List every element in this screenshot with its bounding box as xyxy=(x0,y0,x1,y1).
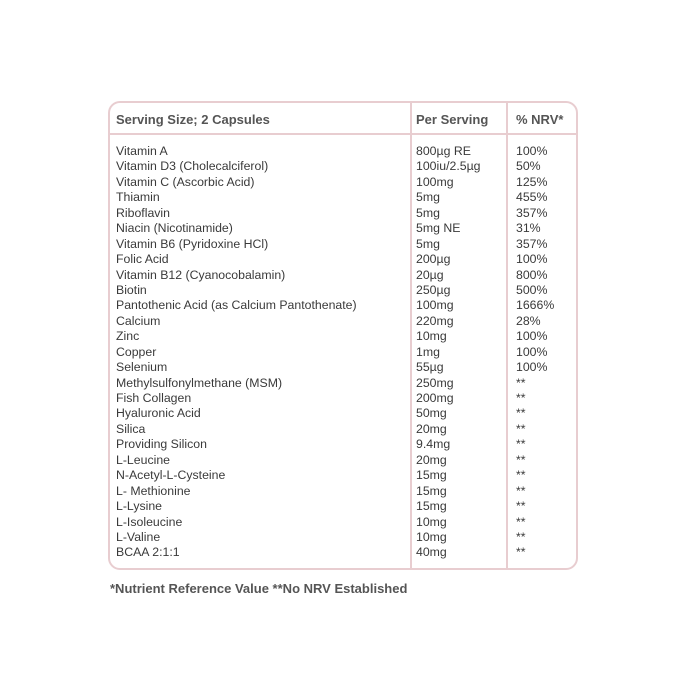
nutrient-amount: 20mg xyxy=(416,452,447,467)
nutrient-name: Selenium xyxy=(116,360,168,375)
nutrient-nrv: ** xyxy=(516,406,526,421)
table-row xyxy=(110,345,576,360)
nutrient-name: Folic Acid xyxy=(116,252,169,267)
nutrient-amount: 100iu/2.5µg xyxy=(416,159,481,174)
nutrient-name: Copper xyxy=(116,344,157,359)
nutrient-nrv: 500% xyxy=(516,282,548,297)
nutrient-nrv: ** xyxy=(516,468,526,483)
table-row xyxy=(110,391,576,406)
nutrient-name: Vitamin B12 (Cyanocobalamin) xyxy=(116,267,286,282)
nutrient-name: Calcium xyxy=(116,313,161,328)
header-divider xyxy=(110,133,576,135)
nutrition-table xyxy=(108,101,578,570)
nutrient-amount: 10mg xyxy=(416,329,447,344)
table-row xyxy=(110,268,576,283)
table-row xyxy=(110,190,576,205)
table-row xyxy=(110,422,576,437)
nutrient-name: Fish Collagen xyxy=(116,391,192,405)
nutrient-nrv: 100% xyxy=(516,360,548,375)
nutrient-name: Silica xyxy=(116,421,146,436)
table-row xyxy=(110,283,576,298)
nutrient-nrv: 800% xyxy=(516,267,548,282)
nutrient-name: N-Acetyl-L-Cysteine xyxy=(116,468,226,483)
nutrient-name: Providing Silicon xyxy=(116,437,207,452)
header-serving-size: Serving Size; 2 Capsules xyxy=(116,112,270,127)
nutrient-amount: 800µg RE xyxy=(416,144,471,158)
nutrient-name: Vitamin C (Ascorbic Acid) xyxy=(116,174,255,189)
nutrient-name: Riboflavin xyxy=(116,205,170,220)
nutrient-nrv: 100% xyxy=(516,329,548,344)
nutrient-amount: 5mg xyxy=(416,236,440,251)
table-row xyxy=(110,515,576,530)
nutrient-name: L- Methionine xyxy=(116,483,191,498)
nutrient-amount: 5mg xyxy=(416,205,440,220)
table-row xyxy=(110,314,576,329)
table-row xyxy=(110,329,576,344)
nutrient-list xyxy=(110,144,576,561)
nutrient-name: Vitamin B6 (Pyridoxine HCl) xyxy=(116,236,269,251)
table-row xyxy=(110,360,576,375)
nutrient-amount: 5mg xyxy=(416,190,440,205)
nutrient-nrv: 100% xyxy=(516,144,548,158)
nutrient-nrv: ** xyxy=(516,514,526,529)
table-row xyxy=(110,252,576,267)
nutrient-nrv: ** xyxy=(516,421,526,436)
nutrient-amount: 40mg xyxy=(416,545,447,560)
nutrient-nrv: 100% xyxy=(516,252,548,267)
nutrient-amount: 10mg xyxy=(416,514,447,529)
nutrient-nrv: ** xyxy=(516,452,526,467)
table-row xyxy=(110,221,576,236)
header-nrv: % NRV* xyxy=(516,112,564,127)
nutrient-name: L-Leucine xyxy=(116,452,171,467)
nutrient-nrv: 50% xyxy=(516,159,541,174)
nutrient-name: Zinc xyxy=(116,329,140,344)
nutrient-name: L-Lysine xyxy=(116,499,163,514)
table-row xyxy=(110,237,576,252)
nutrient-nrv: ** xyxy=(516,499,526,514)
table-row xyxy=(110,175,576,190)
table-row xyxy=(110,499,576,514)
nutrient-amount: 220mg xyxy=(416,313,454,328)
nutrient-amount: 20µg xyxy=(416,267,444,282)
nutrient-amount: 250µg xyxy=(416,282,451,297)
nutrient-name: Niacin (Nicotinamide) xyxy=(116,221,233,236)
nutrient-nrv: 357% xyxy=(516,205,548,220)
table-row xyxy=(110,159,576,174)
nutrient-nrv: 100% xyxy=(516,344,548,359)
table-row xyxy=(110,298,576,313)
nutrient-name: Biotin xyxy=(116,282,147,297)
table-row xyxy=(110,545,576,560)
table-row xyxy=(110,406,576,421)
nutrient-name: L-Valine xyxy=(116,529,161,544)
nutrient-amount: 20mg xyxy=(416,421,447,436)
nutrient-name: L-Isoleucine xyxy=(116,514,183,529)
nutrient-amount: 15mg xyxy=(416,468,447,483)
nutrient-nrv: ** xyxy=(516,391,526,405)
nutrient-amount: 1mg xyxy=(416,344,440,359)
nutrient-name: Vitamin D3 (Cholecalciferol) xyxy=(116,159,269,174)
table-row xyxy=(110,530,576,545)
nutrient-nrv: ** xyxy=(516,437,526,452)
table-row xyxy=(110,484,576,499)
nutrient-nrv: 31% xyxy=(516,221,541,236)
nutrient-nrv: 28% xyxy=(516,313,541,328)
nutrient-name: Vitamin A xyxy=(116,144,168,158)
nutrient-amount: 55µg xyxy=(416,360,444,375)
nutrient-amount: 10mg xyxy=(416,529,447,544)
nutrient-amount: 5mg NE xyxy=(416,221,461,236)
header-per-serving: Per Serving xyxy=(416,112,489,127)
nutrient-name: Hyaluronic Acid xyxy=(116,406,201,421)
nutrient-name: Methylsulfonylmethane (MSM) xyxy=(116,375,283,390)
nutrient-nrv: 1666% xyxy=(516,298,555,313)
nutrient-amount: 200mg xyxy=(416,391,454,405)
nutrient-amount: 200µg xyxy=(416,252,451,267)
nutrient-name: Thiamin xyxy=(116,190,160,205)
nutrient-nrv: ** xyxy=(516,483,526,498)
nutrient-nrv: 125% xyxy=(516,174,548,189)
nutrient-nrv: 357% xyxy=(516,236,548,251)
nutrient-amount: 15mg xyxy=(416,499,447,514)
nutrient-nrv: 455% xyxy=(516,190,548,205)
table-row xyxy=(110,468,576,483)
table-row xyxy=(110,437,576,452)
table-row xyxy=(110,453,576,468)
nutrient-amount: 15mg xyxy=(416,483,447,498)
nutrient-amount: 50mg xyxy=(416,406,447,421)
nutrient-amount: 100mg xyxy=(416,174,454,189)
footnote: *Nutrient Reference Value **No NRV Established xyxy=(110,581,408,596)
table-row xyxy=(110,376,576,391)
nutrient-nrv: ** xyxy=(516,529,526,544)
nutrient-amount: 9.4mg xyxy=(416,437,451,452)
nutrient-nrv: ** xyxy=(516,545,526,560)
nutrient-amount: 250mg xyxy=(416,375,454,390)
nutrient-name: BCAA 2:1:1 xyxy=(116,545,180,560)
nutrient-nrv: ** xyxy=(516,375,526,390)
table-row xyxy=(110,144,576,159)
nutrient-amount: 100mg xyxy=(416,298,454,313)
nutrient-name: Pantothenic Acid (as Calcium Pantothenate) xyxy=(116,298,357,313)
table-row xyxy=(110,206,576,221)
